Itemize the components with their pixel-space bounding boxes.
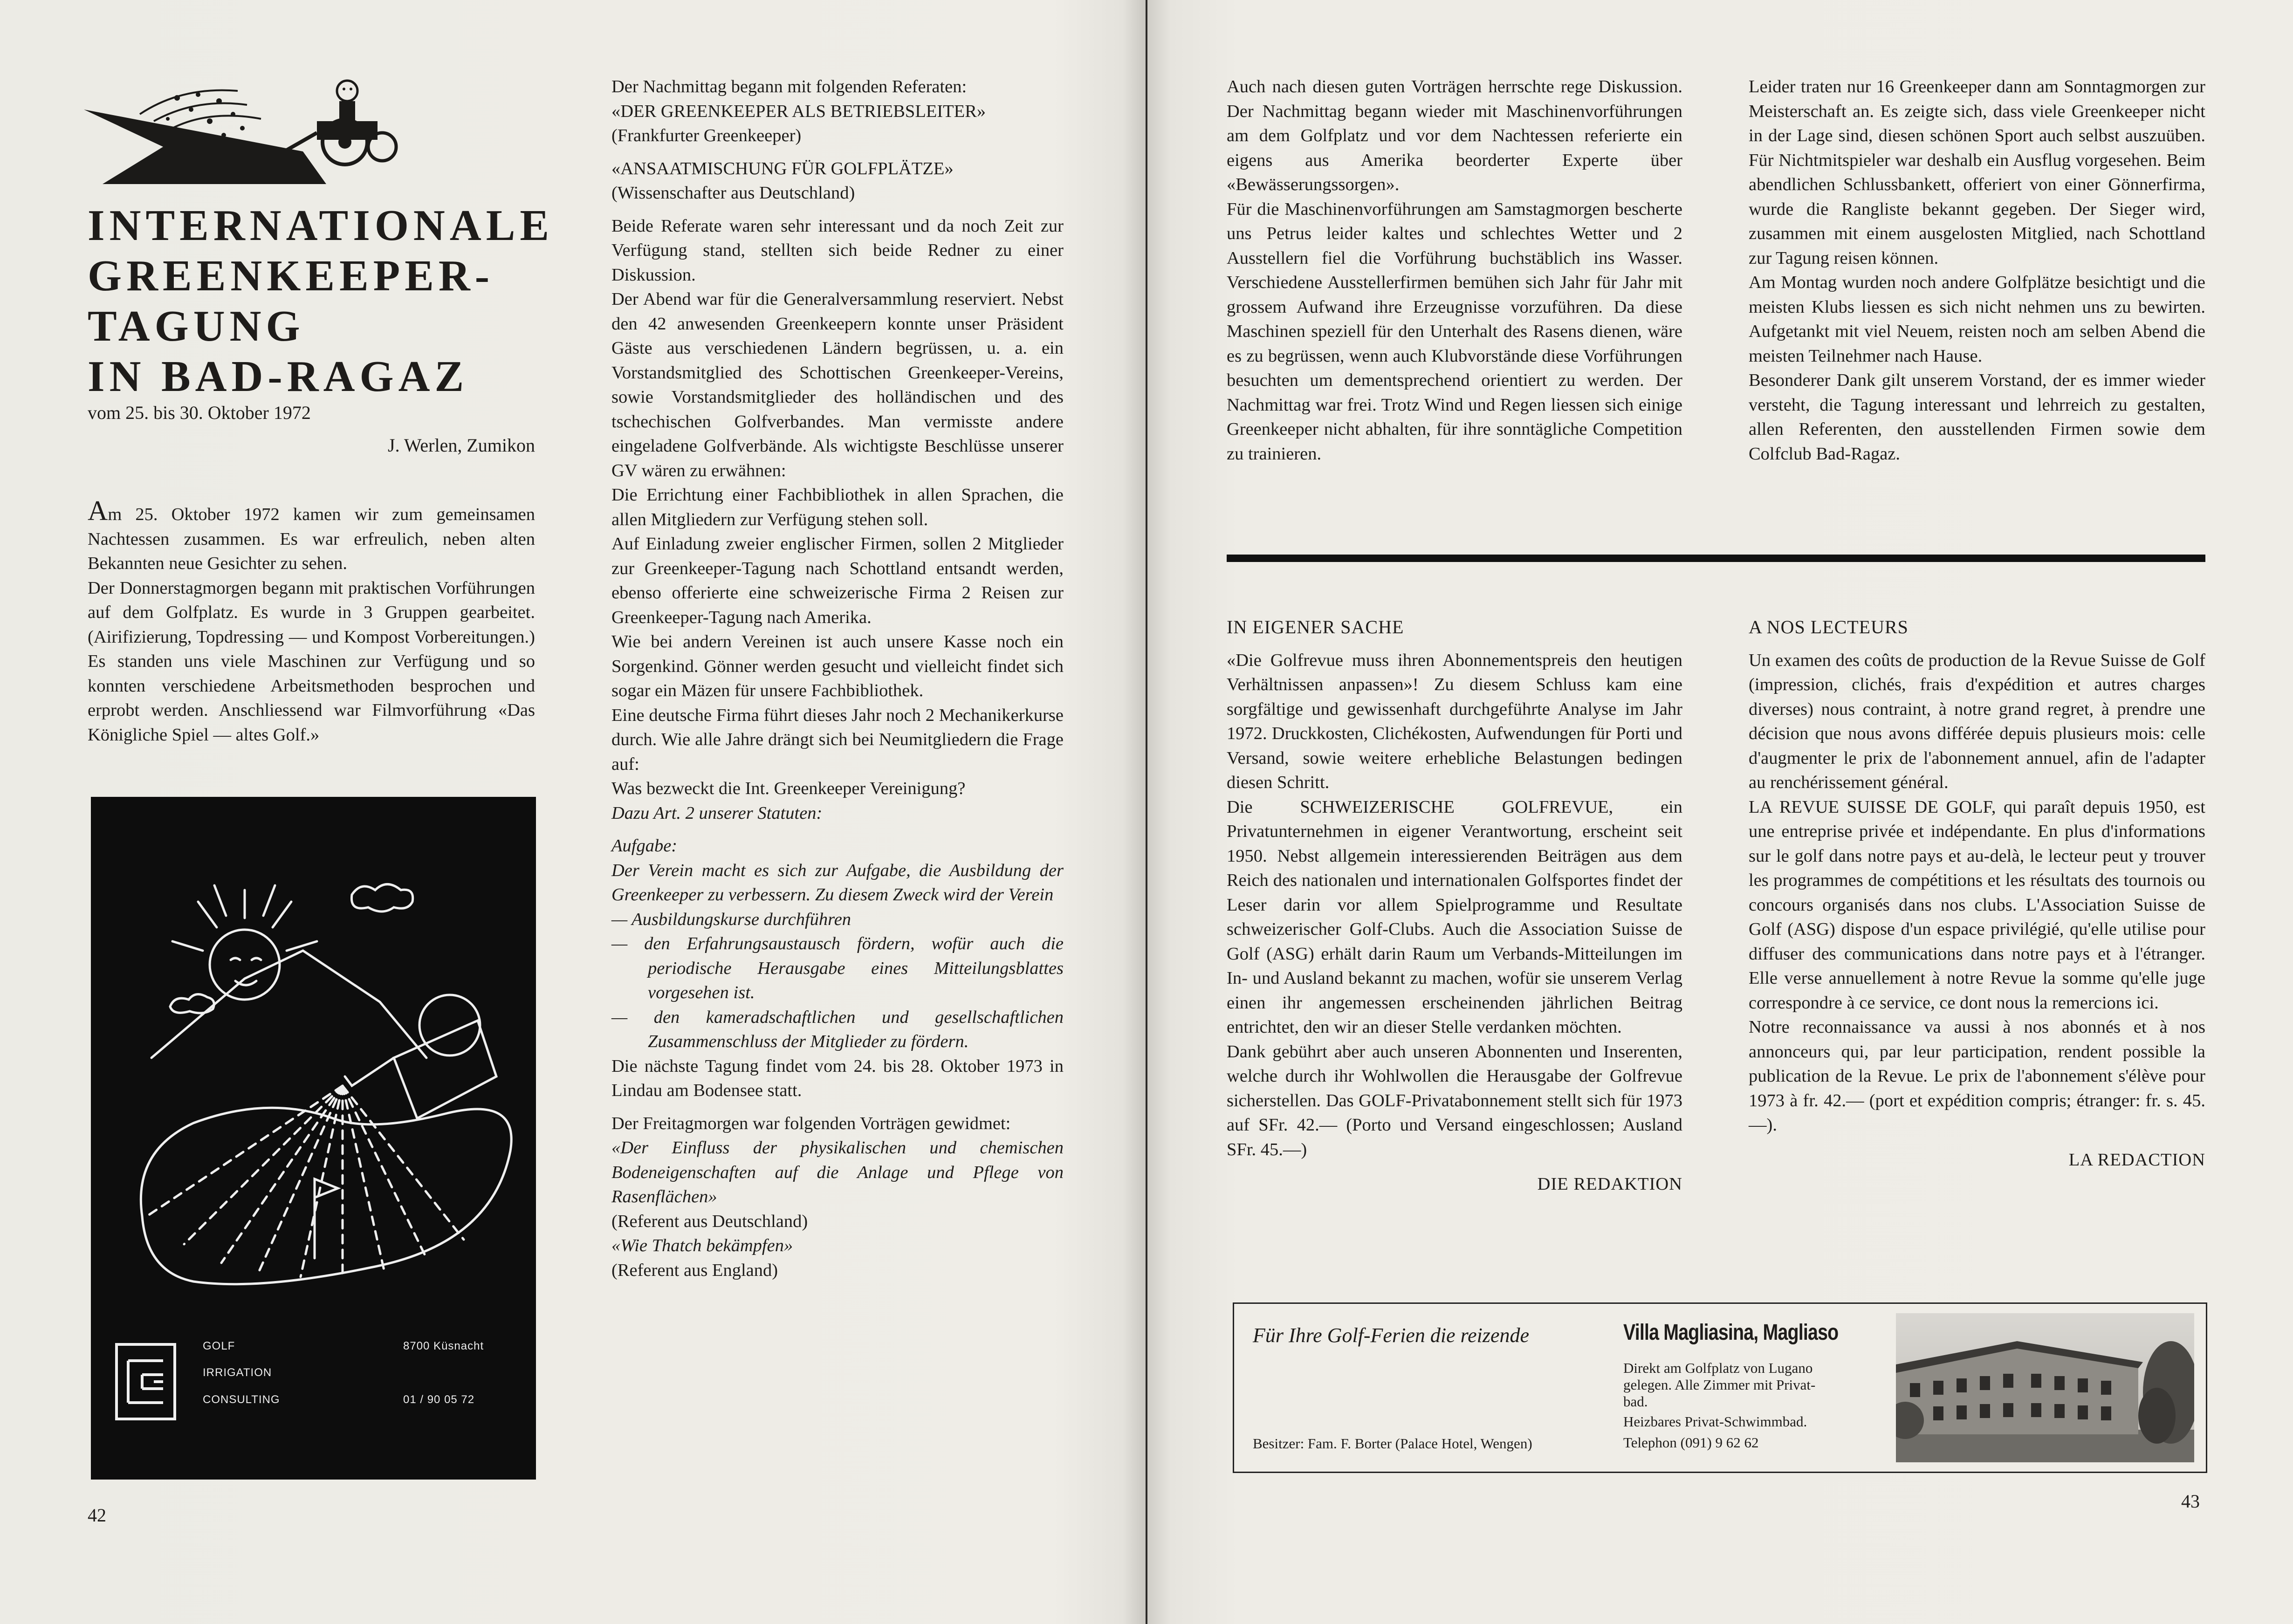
paragraph: Der Nachmittag begann mit folgenden Referaten: <box>611 77 967 96</box>
paragraph: Für die Maschinenvorführungen am Samstagmorgen bescherte uns Petrus leider kaltes und schlechtes Wetter und 2 Ausstellern fiel die Vorführung buchstäblich ins Wasser. Verschiedene Ausstellerfirmen bemühen sich Jahr für Jahr mit grossem Aufwand ihre Erzeugnisse vorzuführen. Da diese Maschinen speziell für den Unterhalt des Rasens dienen, wäre es zu begrüssen, wenn auch Klubvorstände diese Vorführungen besuchten um dementsprechend orientiert zu werden. Der Nachmittag war frei. Trotz Wind und Regen liessen sich einige Greenkeeper nicht abhalten, für ihre sonntägliche Competition zu trainieren. <box>1227 199 1682 464</box>
paragraph: Der Donnerstagmorgen begann mit praktischen Vorführungen auf dem Golfplatz. Es wurde in 3 Gruppen gearbeitet. (Airifizierung, Topdressing — und Kompost Vorbereitungen.) Es standen uns viele Maschinen zur Verfügung und so konnten verschiedene Arbeitsmethoden besprochen und erprobt werden. Anschliessend war Filmvorführung «Das Königliche Spiel — altes Golf.» <box>88 578 535 745</box>
paragraph: Leider traten nur 16 Greenkeeper dann am Sonntagmorgen zur Meisterschaft an. Es zeigte sich, dass viele Greenkeeper nicht in der Lage sind, diesen schönen Sport auch selbst auszuüben. Für Nichtmitspieler war deshalb ein Ausflug vorgesehen. Beim abendlichen Schlussbankett, offeriert von einer Gönnerfirma, wurde die Rangliste bekannt gegeben. Der Sieger wird, zusammen mit einem ausgelosten Mitglied, nach Schottland zur Tagung reisen können. <box>1749 77 2205 268</box>
notice-german <box>1227 615 1682 1197</box>
sun-mountain-sprinkler-drawing <box>91 797 536 1309</box>
title-line-4: IN BAD-RAGAZ <box>88 352 469 401</box>
hotel-ad <box>1233 1302 2207 1473</box>
paragraph: LA REVUE SUISSE DE GOLF, qui paraît depuis 1950, est une entreprise privée et indépendante. En plus d'informations sur le golf dans notre pays et au-delà, le lecteur peut y trouver les programmes de compétitions et les résultats des tournois ou concours organisés dans nos clubs. L'Association Suisse de Golf (ASG) dispose d'un espace privilégié, qu'elle utilise pour diffuser des communications dans notre pays et à l'étranger. Elle verse annuellement à notre Revue la somme qu'elle juge correspondre à ce service, ce dont nous la remercions ici. <box>1749 797 2205 1013</box>
hotel-ad-phone: Telephon (091) 9 62 62 <box>1623 1434 1759 1451</box>
statutes-intro: Dazu Art. 2 unserer Statuten: <box>611 803 823 823</box>
statutes-heading: Aufgabe: <box>611 836 678 856</box>
paragraph: Beide Referate waren sehr interessant und da noch Zeit zur Verfügung stand, stellten sich beide Redner zu einer Diskussion. <box>611 216 1064 285</box>
paragraph: Die Errichtung einer Fachbibliothek in allen Sprachen, die allen Mitgliedern zur Verfügung stehen soll. <box>611 485 1064 529</box>
statutes-list-item: — den Erfahrungsaustausch fördern, wofür auch die periodische Herausgabe eines Mitteilungsblattes vorgesehen ist. <box>611 934 1064 1002</box>
paragraph: Wie bei andern Vereinen ist auch unsere Kasse noch ein Sorgenkind. Gönner werden gesucht und vielleicht findet sich sogar ein Mäzen für unsere Fachbibliothek. <box>611 632 1064 700</box>
paragraph: Am 25. Oktober 1972 kamen wir zum gemeinsamen Nachtessen zusammen. Es war erfreulich, neben alten Bekannten neue Gesichter zu sehen. <box>88 495 535 573</box>
paragraph: Was bezweckt die Int. Greenkeeper Vereinigung? <box>611 779 966 798</box>
title-line-2: GREENKEEPER- <box>88 252 494 300</box>
hotel-ad-tagline: Für Ihre Golf-Ferien die reizende <box>1253 1324 1530 1347</box>
hotel-ad-line: Direkt am Golfplatz von Lugano <box>1623 1360 1813 1376</box>
paragraph: Die nächste Tagung findet vom 24. bis 28. Oktober 1973 in Lindau am Bodensee statt. <box>611 1056 1064 1100</box>
paragraph: Der Abend war für die Generalversammlung reserviert. Nebst den 42 anwesenden Greenkeepern konnte unser Präsident Gäste aus verschiedenen Ländern begrüssen, u. a. ein Vorstandsmitglied des Schottischen Greenkeeper-Vereins, sowie Vorstandsmitglieder des holländischen und des tschechischen Golfverbandes. Man vermisste andere eingeladene Golfverbände. Als wichtigste Beschlüsse unserer GV wären zu erwähnen: <box>611 289 1064 480</box>
title-line-1: INTERNATIONALE <box>88 201 554 250</box>
talk-speaker: (Frankfurter Greenkeeper) <box>611 126 802 145</box>
statutes-list-item: — Ausbildungskurse durchführen <box>611 909 851 929</box>
hotel-ad-owner: Besitzer: Fam. F. Borter (Palace Hotel, Wengen) <box>1253 1435 1532 1452</box>
paragraph: Besonderer Dank gilt unserem Vorstand, der es immer wieder versteht, die Tagung interessant und lehrreich zu gestalten, allen Referenten, den ausstellenden Firmen sowie dem Colfclub Bad-Ragaz. <box>1749 370 2205 464</box>
right-col1-body <box>1227 75 1682 466</box>
paragraph: Der Freitagmorgen war folgenden Vorträgen gewidmet: <box>611 1113 1011 1133</box>
irrigation-consulting-ad <box>91 797 536 1480</box>
ad-phone: 01 / 90 05 72 <box>403 1393 475 1406</box>
talk-speaker: (Referent aus Deutschland) <box>611 1211 808 1231</box>
paragraph: Notre reconnaissance va aussi à nos abonnés et à nos annonceurs qui, par leur participation, rendent possible la publication de la Revue. Le prix de l'abonnement s'élève pour 1973 à fr. 42.— (port et expédition compris; étranger: fr. s. 45.—). <box>1749 1017 2205 1135</box>
paragraph: Die SCHWEIZERISCHE GOLFREVUE, ein Privatunternehmen in eigener Verantwortung, erscheint seit 1950. Nebst allgemein interessierenden Beiträgen aus dem Reich des nationalen und internationalen Golfsportes findet der Leser darin vor allem Spielprogramme und Resultate schweizerischer Golf-Clubs. Auch die Association Suisse de Golf (ASG) erhält darin Raum um Verbands-Mitteilungen im In- und Ausland bekannt zu machen, wofür sie unserem Verlag einen ihr angemessen erscheinenden jährlichen Beitrag entrichtet, den wir an dieser Stelle verdanken möchten. <box>1227 797 1682 1037</box>
article-subtitle: vom 25. bis 30. Oktober 1972 <box>88 402 311 423</box>
paragraph: Un examen des coûts de production de la Revue Suisse de Golf (impression, clichés, frais d'expédition et autres charges diverses) nous contraint, à notre grand regret, à prendre une décision que nous avons différée depuis plusieurs mois: celle d'augmenter le prix de l'abonnement annuel, afin de l'adapter au renchérissement général. <box>1749 650 2205 792</box>
left-page <box>0 0 1146 1624</box>
left-col1-body <box>88 495 535 747</box>
ad-address: 8700 Küsnacht <box>403 1340 484 1352</box>
ad-irrigation-label: IRRIGATION <box>203 1366 272 1379</box>
paragraph: Am Montag wurden noch andere Golfplätze besichtigt und die meisten Klubs liessen es sich nicht nehmen uns zu bewirten. Aufgetankt mit viel Neuem, reisten noch am selben Abend die meisten Teilnehmer nach Hause. <box>1749 273 2205 366</box>
talk-title: «DER GREENKEEPER ALS BETRIEBSLEITER» <box>611 101 986 121</box>
section-divider <box>1227 555 2205 562</box>
paragraph: «Die Golfrevue muss ihren Abonnementspreis den heutigen Verhältnissen anpassen»! Zu diesem Schluss kam eine sorgfältige und gewissenhaft durchgeführte Analyse im Jahr 1972. Druckkosten, Clichékosten, Aufwendungen für Porti und Versand, sowie weitere erhebliche Belastungen bedingen diesen Schritt. <box>1227 650 1682 792</box>
hotel-building-image <box>1896 1313 2194 1462</box>
talk-title: «Wie Thatch bekämpfen» <box>611 1236 793 1255</box>
gic-logo-icon <box>114 1342 177 1421</box>
statutes-paragraph: Der Verein macht es sich zur Aufgabe, die Ausbildung der Greenkeeper zu verbessern. Zu diesem Zweck wird der Verein <box>611 860 1064 905</box>
notice-signature: DIE REDAKTION <box>1537 1174 1682 1194</box>
notice-heading: A NOS LECTEURS <box>1749 617 1909 637</box>
right-col2-body <box>1749 75 2205 466</box>
paragraph: Eine deutsche Firma führt dieses Jahr noch 2 Mechanikerkurse durch. Wie alle Jahre drängt sich bei Neumitgliedern die Frage auf: <box>611 705 1064 774</box>
notice-french <box>1749 615 2205 1172</box>
talk-title: «Der Einfluss der physikalischen und chemischen Bodeneigenschaften auf die Anlage und Pflege von Rasenflächen» <box>611 1138 1064 1206</box>
article-author: J. Werlen, Zumikon <box>388 435 535 456</box>
hotel-ad-line: gelegen. Alle Zimmer mit Privat- <box>1623 1377 1816 1393</box>
paragraph: Auf Einladung zweier englischer Firmen, sollen 2 Mitglieder zur Greenkeeper-Tagung nach Schottland entsandt werden, ebenso offerierte eine schweizerische Firma 2 Reisen zur Greenkeeper-Tagung nach Amerika. <box>611 534 1064 627</box>
hotel-ad-line: Heizbares Privat-Schwimmbad. <box>1623 1413 1807 1430</box>
paragraph: Dank gebührt aber auch unseren Abonnenten und Inserenten, welche durch ihr Wohlwollen die Herausgabe der Golfrevue sicherstellen. Das GOLF-Privatabonnement stellt sich für 1973 auf SFr. 42.— (Porto und Versand eingeschlossen; Ausland SFr. 45.—) <box>1227 1042 1682 1159</box>
hotel-ad-name: Villa Magliasina, Magliaso <box>1623 1320 1839 1345</box>
right-page <box>1147 0 2293 1624</box>
hotel-photo <box>1896 1313 2194 1462</box>
talk-speaker: (Wissenschafter aus Deutschland) <box>611 183 855 203</box>
notice-signature: LA REDACTION <box>2068 1150 2205 1170</box>
talk-title: «ANSAATMISCHUNG FÜR GOLFPLÄTZE» <box>611 158 954 178</box>
ad-golf-label: GOLF <box>203 1340 235 1352</box>
paragraph: Auch nach diesen guten Vorträgen herrschte rege Diskussion. Der Nachmittag begann wieder mit Maschinenvorführungen am dem Golfplatz und vor dem Nachtessen referierte ein eigens aus Amerika beorderter Experte über «Bewässerungssorgen». <box>1227 77 1682 194</box>
statutes-list-item: — den kameradschaftlichen und gesellschaftlichen Zusammenschluss der Mitglieder zu fördern. <box>611 1007 1064 1051</box>
page-number: 42 <box>88 1505 106 1526</box>
ad-consulting-label: CONSULTING <box>203 1393 280 1406</box>
article-title <box>88 200 554 402</box>
talk-speaker: (Referent aus England) <box>611 1260 778 1280</box>
greenkeeper-mower-illustration <box>84 77 410 191</box>
page-number: 43 <box>2181 1491 2200 1512</box>
notice-heading: IN EIGENER SACHE <box>1227 617 1404 637</box>
title-line-3: TAGUNG <box>88 302 305 350</box>
hotel-ad-line: bad. <box>1623 1393 1648 1410</box>
left-col2-body <box>611 75 1064 1282</box>
